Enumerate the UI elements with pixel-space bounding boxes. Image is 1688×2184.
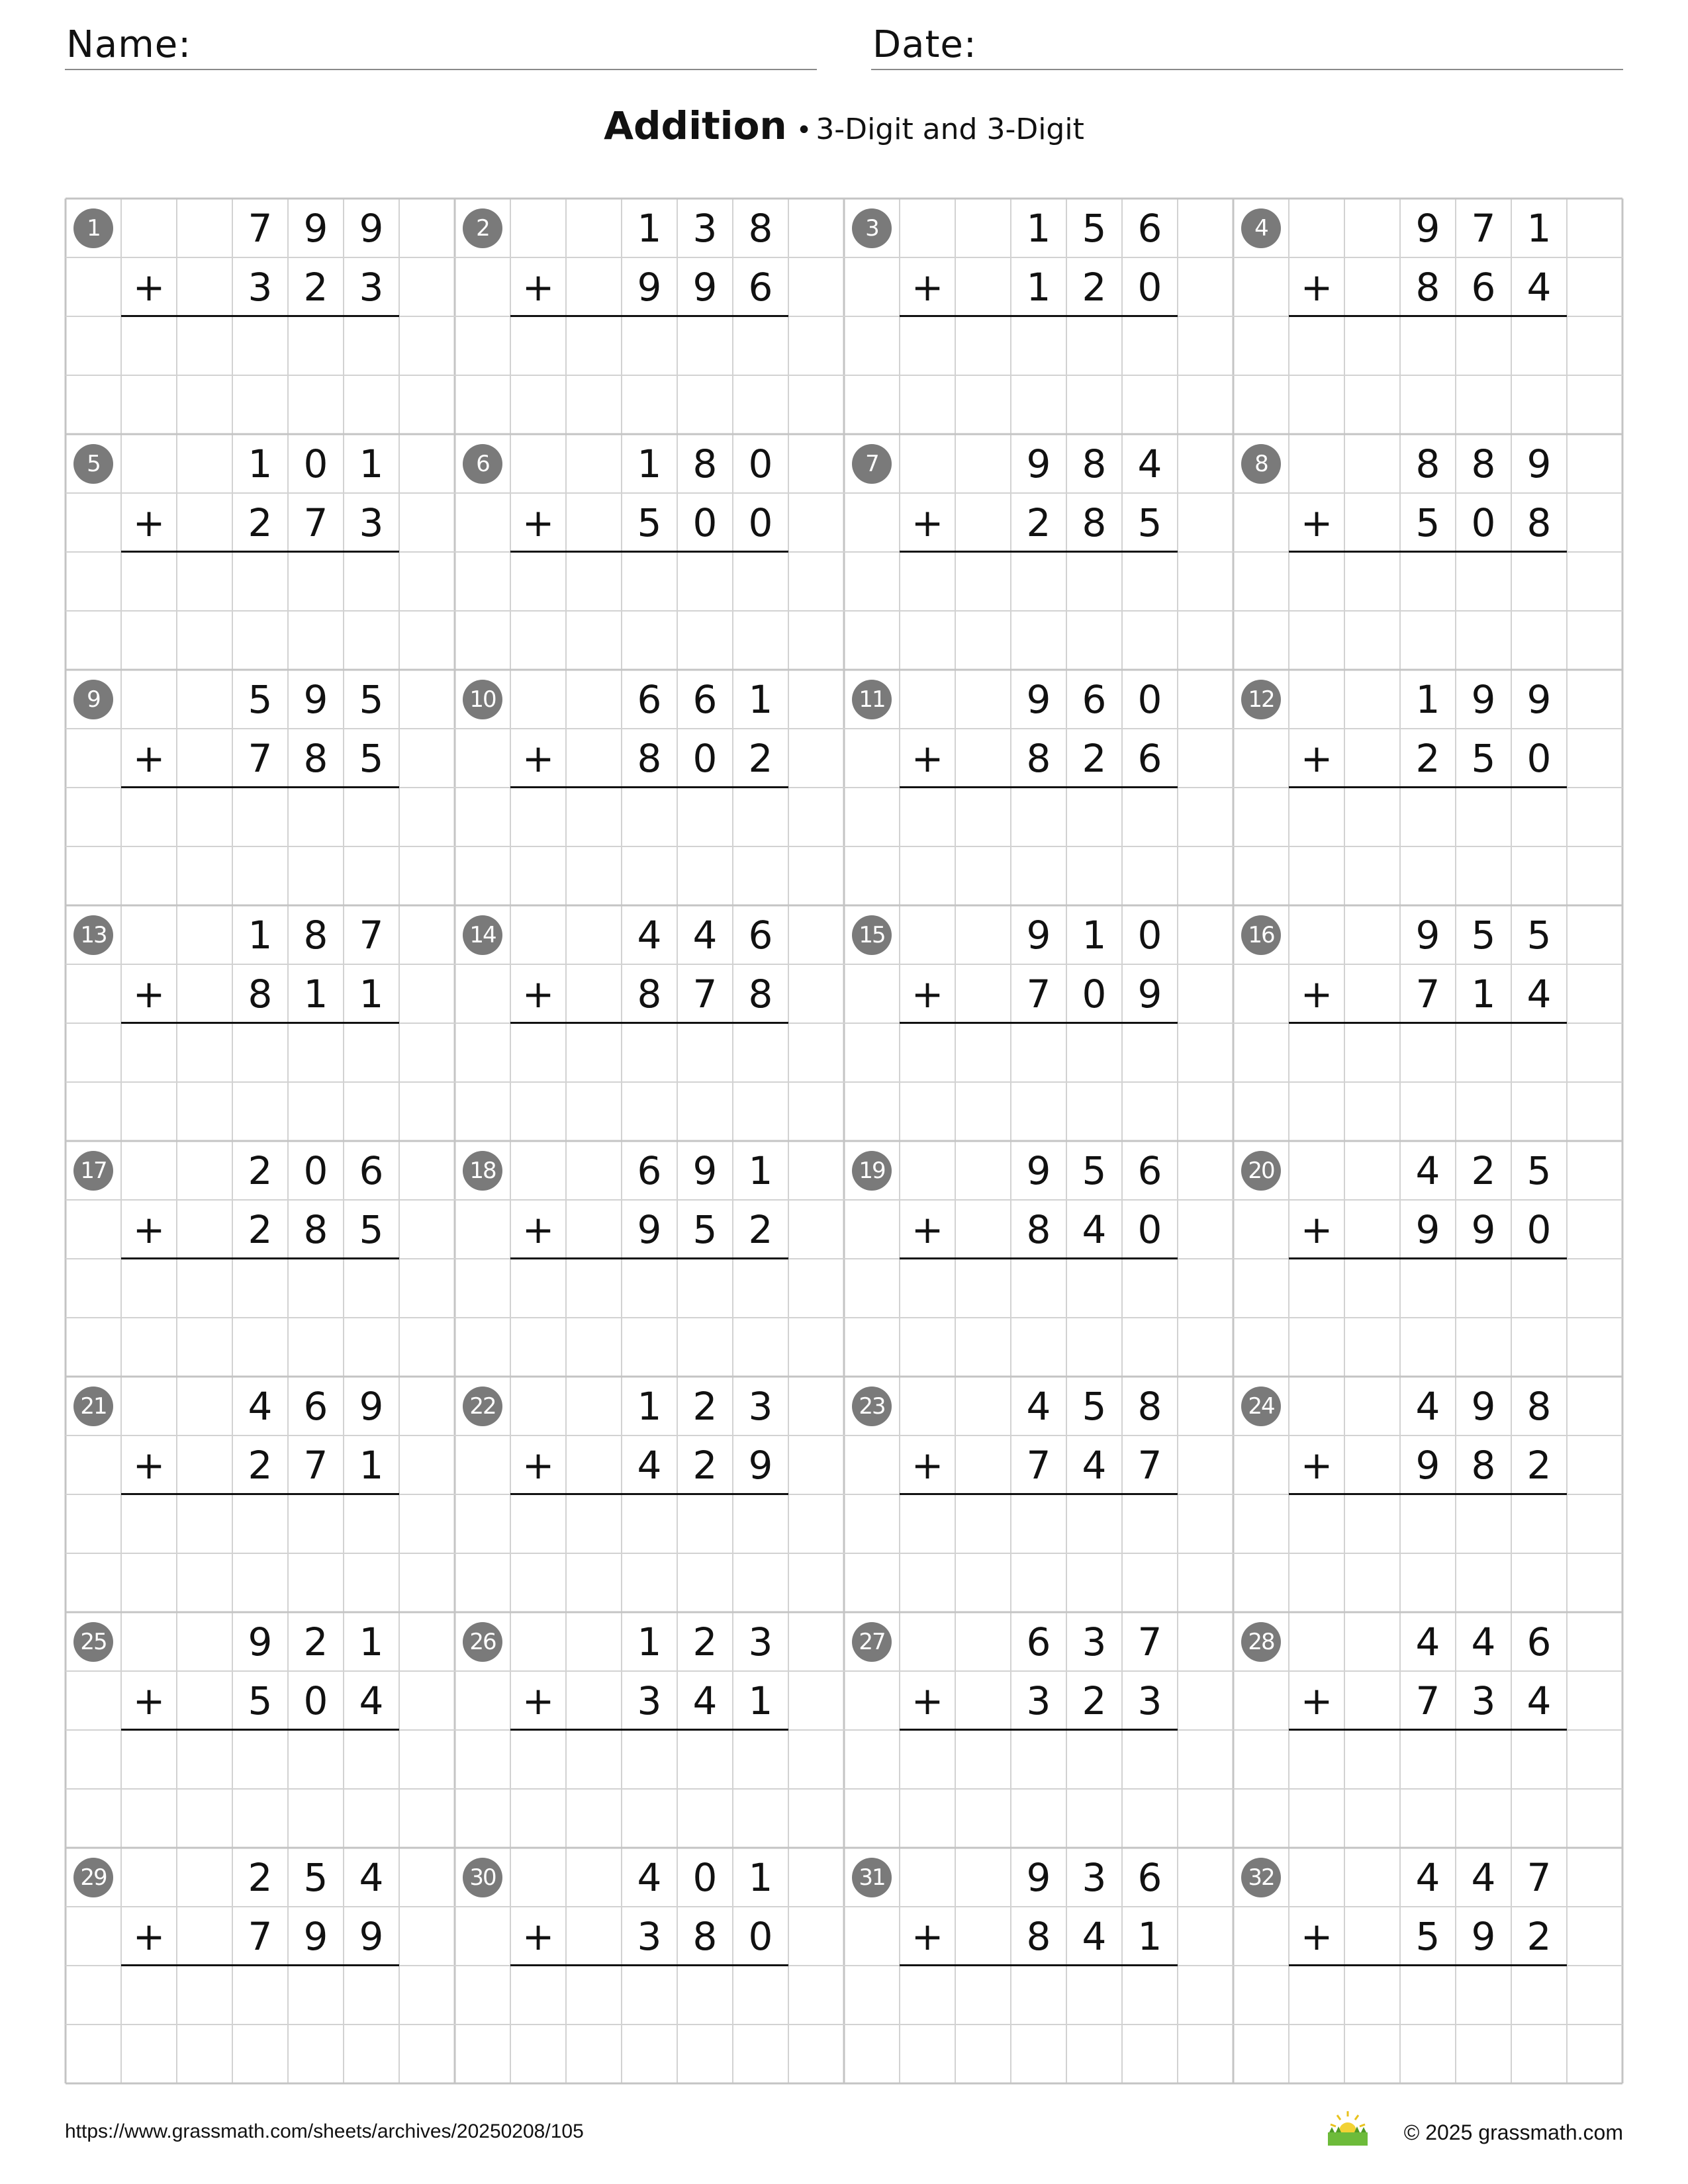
bottom-digit: 8 — [248, 972, 273, 1017]
top-digit: 2 — [248, 1855, 273, 1900]
top-digit: 5 — [248, 677, 273, 722]
top-digit: 4 — [1415, 1384, 1440, 1429]
top-digit: 9 — [1415, 206, 1440, 251]
problem-number-badge: 26 — [463, 1622, 502, 1662]
top-digit: 0 — [303, 1148, 328, 1193]
bottom-digit: 1 — [1137, 1914, 1162, 1959]
top-digit: 1 — [359, 441, 384, 486]
problem-number-badge: 5 — [73, 444, 113, 484]
answer-rule — [1289, 1729, 1567, 1731]
top-digit: 2 — [692, 1619, 718, 1664]
problem-number-badge: 7 — [852, 444, 892, 484]
title-separator: • — [796, 115, 812, 146]
plus-sign: + — [911, 1207, 944, 1252]
top-digit: 4 — [1471, 1619, 1496, 1664]
bottom-digit: 8 — [692, 1914, 718, 1959]
bottom-digit: 1 — [303, 972, 328, 1017]
plus-sign: + — [132, 265, 165, 310]
top-digit: 4 — [1026, 1384, 1051, 1429]
bottom-digit: 9 — [1471, 1207, 1496, 1252]
answer-rule — [900, 315, 1178, 317]
top-digit: 9 — [303, 677, 328, 722]
bottom-digit: 7 — [303, 500, 328, 545]
bottom-digit: 8 — [1026, 1914, 1051, 1959]
top-digit: 9 — [248, 1619, 273, 1664]
problem-number-badge: 32 — [1241, 1858, 1281, 1897]
title-main: Addition — [604, 103, 787, 148]
plus-sign: + — [1300, 1914, 1333, 1959]
plus-sign: + — [132, 1443, 165, 1488]
answer-rule — [1289, 786, 1567, 788]
plus-sign: + — [522, 1678, 555, 1723]
answer-rule — [1289, 315, 1567, 317]
problem-number-badge: 27 — [852, 1622, 892, 1662]
bottom-digit: 3 — [1137, 1678, 1162, 1723]
top-digit: 4 — [359, 1855, 384, 1900]
problem-number-badge: 22 — [463, 1387, 502, 1426]
answer-rule — [510, 551, 788, 553]
problem-number-badge: 14 — [463, 915, 502, 955]
bottom-digit: 5 — [637, 500, 662, 545]
answer-rule — [121, 1729, 399, 1731]
footer-copyright: © 2025 grassmath.com — [1403, 2120, 1623, 2144]
top-digit: 9 — [1471, 677, 1496, 722]
top-digit: 1 — [748, 1855, 773, 1900]
bottom-digit: 8 — [303, 1207, 328, 1252]
bottom-digit: 2 — [248, 500, 273, 545]
top-digit: 5 — [1082, 206, 1107, 251]
answer-rule — [1289, 1022, 1567, 1024]
bottom-digit: 5 — [1415, 1914, 1440, 1959]
bottom-digit: 2 — [1526, 1443, 1552, 1488]
plus-sign: + — [132, 500, 165, 545]
bottom-digit: 3 — [359, 265, 384, 310]
plus-sign: + — [132, 736, 165, 781]
answer-rule — [900, 1022, 1178, 1024]
bottom-digit: 5 — [692, 1207, 718, 1252]
top-digit: 5 — [359, 677, 384, 722]
top-digit: 4 — [1471, 1855, 1496, 1900]
answer-rule — [510, 1022, 788, 1024]
top-digit: 2 — [303, 1619, 328, 1664]
answer-rule — [121, 551, 399, 553]
top-digit: 6 — [637, 1148, 662, 1193]
top-digit: 8 — [1082, 441, 1107, 486]
answer-rule — [900, 1257, 1178, 1259]
plus-sign: + — [1300, 1207, 1333, 1252]
bottom-digit: 3 — [359, 500, 384, 545]
bottom-digit: 1 — [748, 1678, 773, 1723]
bottom-digit: 5 — [248, 1678, 273, 1723]
answer-rule — [1289, 1964, 1567, 1966]
answer-rule — [121, 786, 399, 788]
answer-rule — [510, 1729, 788, 1731]
problem-number-badge: 31 — [852, 1858, 892, 1897]
bottom-digit: 9 — [637, 265, 662, 310]
bottom-digit: 0 — [1471, 500, 1496, 545]
problem-number-badge: 10 — [463, 680, 502, 719]
plus-sign: + — [1300, 265, 1333, 310]
problem-number-badge: 13 — [73, 915, 113, 955]
bottom-digit: 4 — [359, 1678, 384, 1723]
bottom-digit: 4 — [692, 1678, 718, 1723]
top-digit: 0 — [748, 441, 773, 486]
plus-sign: + — [1300, 736, 1333, 781]
bottom-digit: 2 — [1082, 736, 1107, 781]
answer-rule — [900, 551, 1178, 553]
bottom-digit: 4 — [1526, 1678, 1552, 1723]
bottom-digit: 8 — [1471, 1443, 1496, 1488]
bottom-digit: 4 — [1082, 1914, 1107, 1959]
top-digit: 1 — [637, 206, 662, 251]
footer-url: https://www.grassmath.com/sheets/archives/20250208/105 — [65, 2120, 584, 2142]
title-subtitle: 3-Digit and 3-Digit — [816, 113, 1084, 146]
top-digit: 8 — [1471, 441, 1496, 486]
bottom-digit: 0 — [1137, 265, 1162, 310]
answer-rule — [510, 1964, 788, 1966]
plus-sign: + — [911, 972, 944, 1017]
plus-sign: + — [911, 1678, 944, 1723]
top-digit: 4 — [637, 913, 662, 958]
top-digit: 1 — [248, 441, 273, 486]
top-digit: 2 — [692, 1384, 718, 1429]
plus-sign: + — [1300, 972, 1333, 1017]
top-digit: 4 — [637, 1855, 662, 1900]
top-digit: 6 — [359, 1148, 384, 1193]
answer-rule — [121, 1964, 399, 1966]
bottom-digit: 8 — [1026, 1207, 1051, 1252]
top-digit: 2 — [1471, 1148, 1496, 1193]
top-digit: 7 — [1137, 1619, 1162, 1664]
top-digit: 5 — [1526, 913, 1552, 958]
top-digit: 9 — [692, 1148, 718, 1193]
bottom-digit: 3 — [1471, 1678, 1496, 1723]
bottom-digit: 4 — [1082, 1443, 1107, 1488]
bottom-digit: 7 — [303, 1443, 328, 1488]
plus-sign: + — [132, 1914, 165, 1959]
problem-number-badge: 28 — [1241, 1622, 1281, 1662]
plus-sign: + — [522, 500, 555, 545]
top-digit: 6 — [1082, 677, 1107, 722]
answer-rule — [510, 786, 788, 788]
top-digit: 4 — [1415, 1619, 1440, 1664]
plus-sign: + — [1300, 1443, 1333, 1488]
top-digit: 1 — [748, 677, 773, 722]
problem-number-badge: 11 — [852, 680, 892, 719]
plus-sign: + — [911, 265, 944, 310]
bottom-digit: 0 — [692, 736, 718, 781]
top-digit: 3 — [748, 1384, 773, 1429]
bottom-digit: 2 — [248, 1443, 273, 1488]
problem-number-badge: 23 — [852, 1387, 892, 1426]
top-digit: 4 — [1415, 1148, 1440, 1193]
problem-number-badge: 2 — [463, 208, 502, 248]
bottom-digit: 6 — [1137, 736, 1162, 781]
answer-rule — [900, 1493, 1178, 1495]
bottom-digit: 2 — [1082, 265, 1107, 310]
top-digit: 9 — [1526, 677, 1552, 722]
bottom-digit: 9 — [637, 1207, 662, 1252]
plus-sign: + — [132, 1207, 165, 1252]
bottom-digit: 9 — [359, 1914, 384, 1959]
top-digit: 1 — [748, 1148, 773, 1193]
bottom-digit: 5 — [1415, 500, 1440, 545]
bottom-digit: 6 — [748, 265, 773, 310]
bottom-digit: 8 — [748, 972, 773, 1017]
bottom-digit: 4 — [1526, 972, 1552, 1017]
bottom-digit: 9 — [1415, 1443, 1440, 1488]
plus-sign: + — [522, 736, 555, 781]
top-digit: 9 — [1526, 441, 1552, 486]
bottom-digit: 8 — [637, 736, 662, 781]
problem-number-badge: 12 — [1241, 680, 1281, 719]
answer-rule — [121, 1493, 399, 1495]
date-label: Date: — [872, 23, 977, 66]
top-digit: 0 — [1137, 913, 1162, 958]
problem-number-badge: 30 — [463, 1858, 502, 1897]
answer-rule — [900, 1729, 1178, 1731]
problem-number-badge: 18 — [463, 1151, 502, 1191]
bottom-digit: 5 — [359, 1207, 384, 1252]
bottom-digit: 2 — [1082, 1678, 1107, 1723]
top-digit: 8 — [692, 441, 718, 486]
top-digit: 0 — [1137, 677, 1162, 722]
top-digit: 9 — [1026, 441, 1051, 486]
problem-number-badge: 8 — [1241, 444, 1281, 484]
bottom-digit: 5 — [359, 736, 384, 781]
top-digit: 7 — [1471, 206, 1496, 251]
bottom-digit: 7 — [1026, 1443, 1051, 1488]
plus-sign: + — [132, 972, 165, 1017]
plus-sign: + — [522, 265, 555, 310]
top-digit: 4 — [1415, 1855, 1440, 1900]
top-digit: 1 — [1415, 677, 1440, 722]
top-digit: 8 — [303, 913, 328, 958]
top-digit: 2 — [248, 1148, 273, 1193]
top-digit: 7 — [359, 913, 384, 958]
bottom-digit: 8 — [1526, 500, 1552, 545]
top-digit: 1 — [637, 1619, 662, 1664]
answer-rule — [900, 1964, 1178, 1966]
top-digit: 3 — [1082, 1855, 1107, 1900]
bottom-digit: 9 — [692, 265, 718, 310]
bottom-digit: 2 — [748, 736, 773, 781]
bottom-digit: 2 — [1415, 736, 1440, 781]
top-digit: 6 — [637, 677, 662, 722]
bottom-digit: 4 — [1082, 1207, 1107, 1252]
top-digit: 4 — [1137, 441, 1162, 486]
plus-sign: + — [522, 1443, 555, 1488]
bottom-digit: 3 — [1026, 1678, 1051, 1723]
bottom-digit: 1 — [1026, 265, 1051, 310]
plus-sign: + — [911, 500, 944, 545]
problem-number-badge: 21 — [73, 1387, 113, 1426]
top-digit: 3 — [692, 206, 718, 251]
bottom-digit: 2 — [748, 1207, 773, 1252]
bottom-digit: 8 — [303, 736, 328, 781]
answer-rule — [121, 315, 399, 317]
answer-rule — [510, 1257, 788, 1259]
bottom-digit: 8 — [1415, 265, 1440, 310]
top-digit: 1 — [1026, 206, 1051, 251]
plus-sign: + — [132, 1678, 165, 1723]
bottom-digit: 2 — [1526, 1914, 1552, 1959]
top-digit: 9 — [1026, 913, 1051, 958]
bottom-digit: 0 — [748, 1914, 773, 1959]
top-digit: 8 — [1137, 1384, 1162, 1429]
plus-sign: + — [1300, 500, 1333, 545]
bottom-digit: 6 — [1471, 265, 1496, 310]
bottom-digit: 7 — [692, 972, 718, 1017]
top-digit: 4 — [248, 1384, 273, 1429]
plus-sign: + — [522, 1914, 555, 1959]
bottom-digit: 4 — [637, 1443, 662, 1488]
bottom-digit: 7 — [1137, 1443, 1162, 1488]
bottom-digit: 9 — [303, 1914, 328, 1959]
bottom-digit: 0 — [1082, 972, 1107, 1017]
plus-sign: + — [522, 1207, 555, 1252]
problem-number-badge: 6 — [463, 444, 502, 484]
top-digit: 1 — [1526, 206, 1552, 251]
bottom-digit: 1 — [359, 972, 384, 1017]
top-digit: 5 — [303, 1855, 328, 1900]
top-digit: 8 — [1415, 441, 1440, 486]
bottom-digit: 0 — [1526, 1207, 1552, 1252]
top-digit: 4 — [692, 913, 718, 958]
top-digit: 6 — [1137, 1148, 1162, 1193]
bottom-digit: 8 — [1082, 500, 1107, 545]
top-digit: 6 — [748, 913, 773, 958]
bottom-digit: 3 — [637, 1678, 662, 1723]
top-digit: 8 — [1526, 1384, 1552, 1429]
plus-sign: + — [911, 1443, 944, 1488]
problem-number-badge: 1 — [73, 208, 113, 248]
top-digit: 5 — [1082, 1148, 1107, 1193]
bottom-digit: 9 — [748, 1443, 773, 1488]
bottom-digit: 5 — [1471, 736, 1496, 781]
bottom-digit: 8 — [1026, 736, 1051, 781]
top-digit: 0 — [692, 1855, 718, 1900]
bottom-digit: 9 — [1471, 1914, 1496, 1959]
bottom-digit: 7 — [1026, 972, 1051, 1017]
problem-number-badge: 15 — [852, 915, 892, 955]
top-digit: 5 — [1471, 913, 1496, 958]
bottom-digit: 8 — [637, 972, 662, 1017]
bottom-digit: 7 — [1415, 972, 1440, 1017]
bottom-digit: 3 — [248, 265, 273, 310]
bottom-digit: 1 — [359, 1443, 384, 1488]
plus-sign: + — [911, 736, 944, 781]
top-digit: 6 — [1137, 206, 1162, 251]
top-digit: 1 — [637, 441, 662, 486]
top-digit: 3 — [1082, 1619, 1107, 1664]
answer-rule — [510, 315, 788, 317]
bottom-digit: 2 — [303, 265, 328, 310]
top-digit: 9 — [1471, 1384, 1496, 1429]
top-digit: 9 — [1026, 1148, 1051, 1193]
problem-number-badge: 24 — [1241, 1387, 1281, 1426]
plus-sign: + — [911, 1914, 944, 1959]
answer-rule — [900, 786, 1178, 788]
top-digit: 1 — [637, 1384, 662, 1429]
top-digit: 8 — [748, 206, 773, 251]
problem-number-badge: 25 — [73, 1622, 113, 1662]
bottom-digit: 2 — [692, 1443, 718, 1488]
bottom-digit: 0 — [303, 1678, 328, 1723]
top-digit: 1 — [359, 1619, 384, 1664]
top-digit: 9 — [359, 1384, 384, 1429]
top-digit: 5 — [1082, 1384, 1107, 1429]
bottom-digit: 0 — [748, 500, 773, 545]
problem-number-badge: 16 — [1241, 915, 1281, 955]
bottom-digit: 7 — [248, 1914, 273, 1959]
top-digit: 1 — [248, 913, 273, 958]
problem-number-badge: 9 — [73, 680, 113, 719]
plus-sign: + — [1300, 1678, 1333, 1723]
top-digit: 9 — [1026, 1855, 1051, 1900]
plus-sign: + — [522, 972, 555, 1017]
problem-number-badge: 20 — [1241, 1151, 1281, 1191]
top-digit: 9 — [359, 206, 384, 251]
bottom-digit: 7 — [248, 736, 273, 781]
top-digit: 6 — [1026, 1619, 1051, 1664]
problem-number-badge: 29 — [73, 1858, 113, 1897]
bottom-digit: 4 — [1526, 265, 1552, 310]
answer-rule — [1289, 551, 1567, 553]
name-label: Name: — [66, 23, 192, 66]
bottom-digit: 0 — [1526, 736, 1552, 781]
problem-number-badge: 4 — [1241, 208, 1281, 248]
bottom-digit: 9 — [1415, 1207, 1440, 1252]
top-digit: 5 — [1526, 1148, 1552, 1193]
answer-rule — [121, 1257, 399, 1259]
top-digit: 3 — [748, 1619, 773, 1664]
bottom-digit: 1 — [1471, 972, 1496, 1017]
answer-rule — [1289, 1257, 1567, 1259]
bottom-digit: 2 — [1026, 500, 1051, 545]
top-digit: 9 — [1026, 677, 1051, 722]
problem-number-badge: 19 — [852, 1151, 892, 1191]
problem-number-badge: 3 — [852, 208, 892, 248]
bottom-digit: 0 — [1137, 1207, 1162, 1252]
answer-rule — [510, 1493, 788, 1495]
bottom-digit: 5 — [1137, 500, 1162, 545]
top-digit: 7 — [1526, 1855, 1552, 1900]
bottom-digit: 7 — [1415, 1678, 1440, 1723]
top-digit: 6 — [1526, 1619, 1552, 1664]
answer-rule — [121, 1022, 399, 1024]
top-digit: 0 — [303, 441, 328, 486]
top-digit: 6 — [1137, 1855, 1162, 1900]
answer-rule — [1289, 1493, 1567, 1495]
bottom-digit: 9 — [1137, 972, 1162, 1017]
top-digit: 1 — [1082, 913, 1107, 958]
problem-number-badge: 17 — [73, 1151, 113, 1191]
top-digit: 7 — [248, 206, 273, 251]
top-digit: 6 — [692, 677, 718, 722]
bottom-digit: 2 — [248, 1207, 273, 1252]
top-digit: 6 — [303, 1384, 328, 1429]
grass-sun-logo-icon — [1324, 2109, 1372, 2148]
bottom-digit: 3 — [637, 1914, 662, 1959]
top-digit: 9 — [303, 206, 328, 251]
bottom-digit: 0 — [692, 500, 718, 545]
top-digit: 9 — [1415, 913, 1440, 958]
